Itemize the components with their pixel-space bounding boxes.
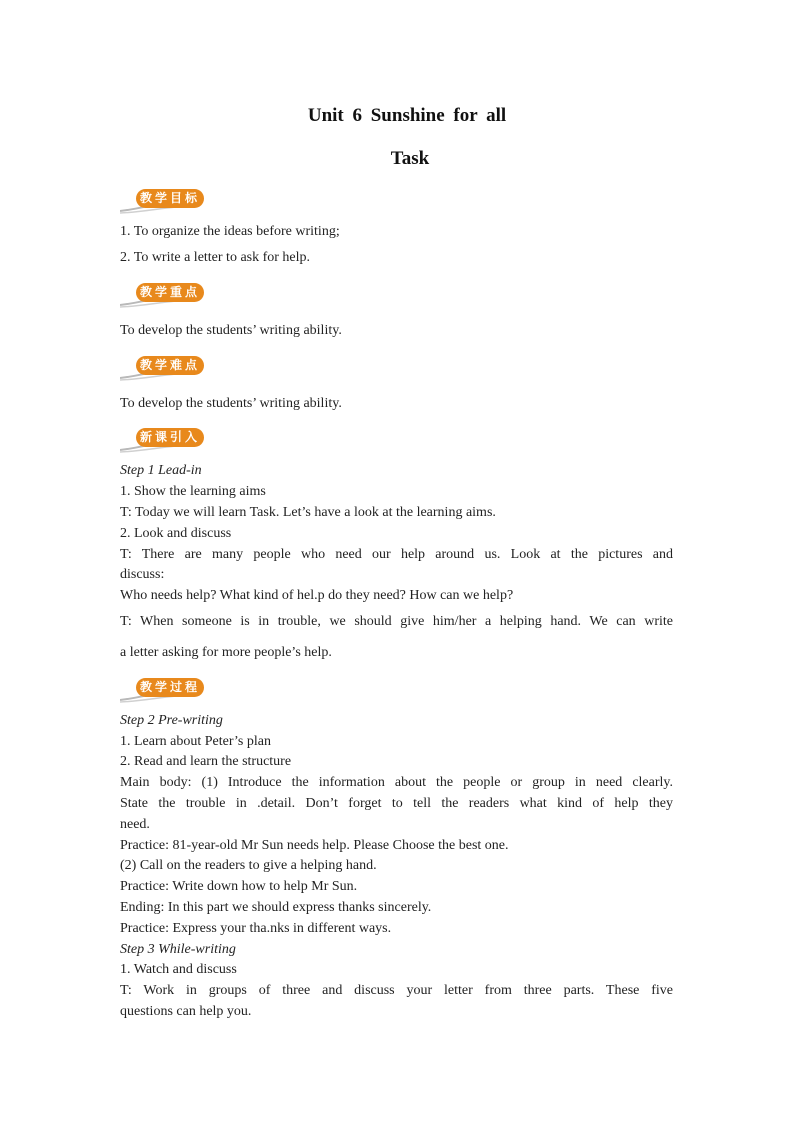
page-subtitle: Task: [390, 148, 430, 169]
key-points-text: To develop the students’ writing ability.: [120, 323, 342, 338]
process-line: 2. Read and learn the structure: [120, 754, 292, 769]
badge-char: 教学过程: [136, 678, 204, 697]
process-line: 1. Watch and discuss: [120, 962, 237, 977]
process-line: T: Work in groups of three and discuss your letter from three parts. These five: [120, 983, 673, 998]
lead-in-line: T: When someone is in trouble, we should give him/her a helping hand. We can write: [120, 614, 673, 629]
process-line: Practice: Express your tha.nks in different ways.: [120, 921, 392, 936]
process-line: questions can help you.: [120, 1004, 252, 1019]
lead-in-line: 2. Look and discuss: [120, 526, 232, 541]
badge-label: [136, 356, 205, 375]
page-title: Unit 6 Sunshine for all: [307, 105, 507, 126]
section-badge-objectives: [120, 187, 230, 215]
process-line: Main body: (1) Introduce the information about the people or group in need clearly.: [120, 775, 673, 790]
section-badge-lead-in: [120, 426, 230, 454]
badge-label: [136, 283, 205, 302]
badge-char: 教学目标: [136, 189, 204, 208]
process-line: Ending: In this part we should express thanks sincerely.: [120, 900, 432, 915]
badge-label: [136, 189, 205, 208]
objective-item-1: 1. To organize the ideas before writing;: [120, 224, 340, 239]
step-heading: Step 1 Lead-in: [120, 463, 202, 478]
badge-char: 教学重点: [136, 283, 204, 302]
badge-char: 新课引入: [136, 428, 204, 447]
section-badge-process: [120, 676, 230, 704]
section-badge-difficulties: [120, 354, 230, 382]
lead-in-line: a letter asking for more people’s help.: [120, 645, 332, 660]
badge-label: [136, 678, 205, 697]
lead-in-line: T: Today we will learn Task. Let’s have a look at the learning aims.: [120, 505, 496, 520]
difficulties-text: To develop the students’ writing ability.: [120, 396, 342, 411]
process-line: (2) Call on the readers to give a helping hand.: [120, 858, 377, 873]
process-line: Practice: 81-year-old Mr Sun needs help. Please Choose the best one.: [120, 838, 509, 853]
process-line: 1. Learn about Peter’s plan: [120, 734, 271, 749]
lead-in-line: Who needs help? What kind of hel.p do they need? How can we help?: [120, 588, 514, 603]
step-heading: Step 3 While-writing: [120, 942, 236, 957]
process-line: need.: [120, 817, 150, 832]
badge-label: [136, 428, 205, 447]
process-line: Practice: Write down how to help Mr Sun.: [120, 879, 358, 894]
lead-in-line: 1. Show the learning aims: [120, 484, 266, 499]
step-heading: Step 2 Pre-writing: [120, 713, 223, 728]
section-badge-key-points: [120, 281, 230, 309]
lead-in-line: discuss:: [120, 567, 165, 582]
process-line: State the trouble in .detail. Don’t forget to tell the readers what kind of help they: [120, 796, 673, 811]
lead-in-line: T: There are many people who need our help around us. Look at the pictures and: [120, 547, 673, 562]
badge-char: 教学难点: [136, 356, 204, 375]
objective-item-2: 2. To write a letter to ask for help.: [120, 250, 311, 265]
